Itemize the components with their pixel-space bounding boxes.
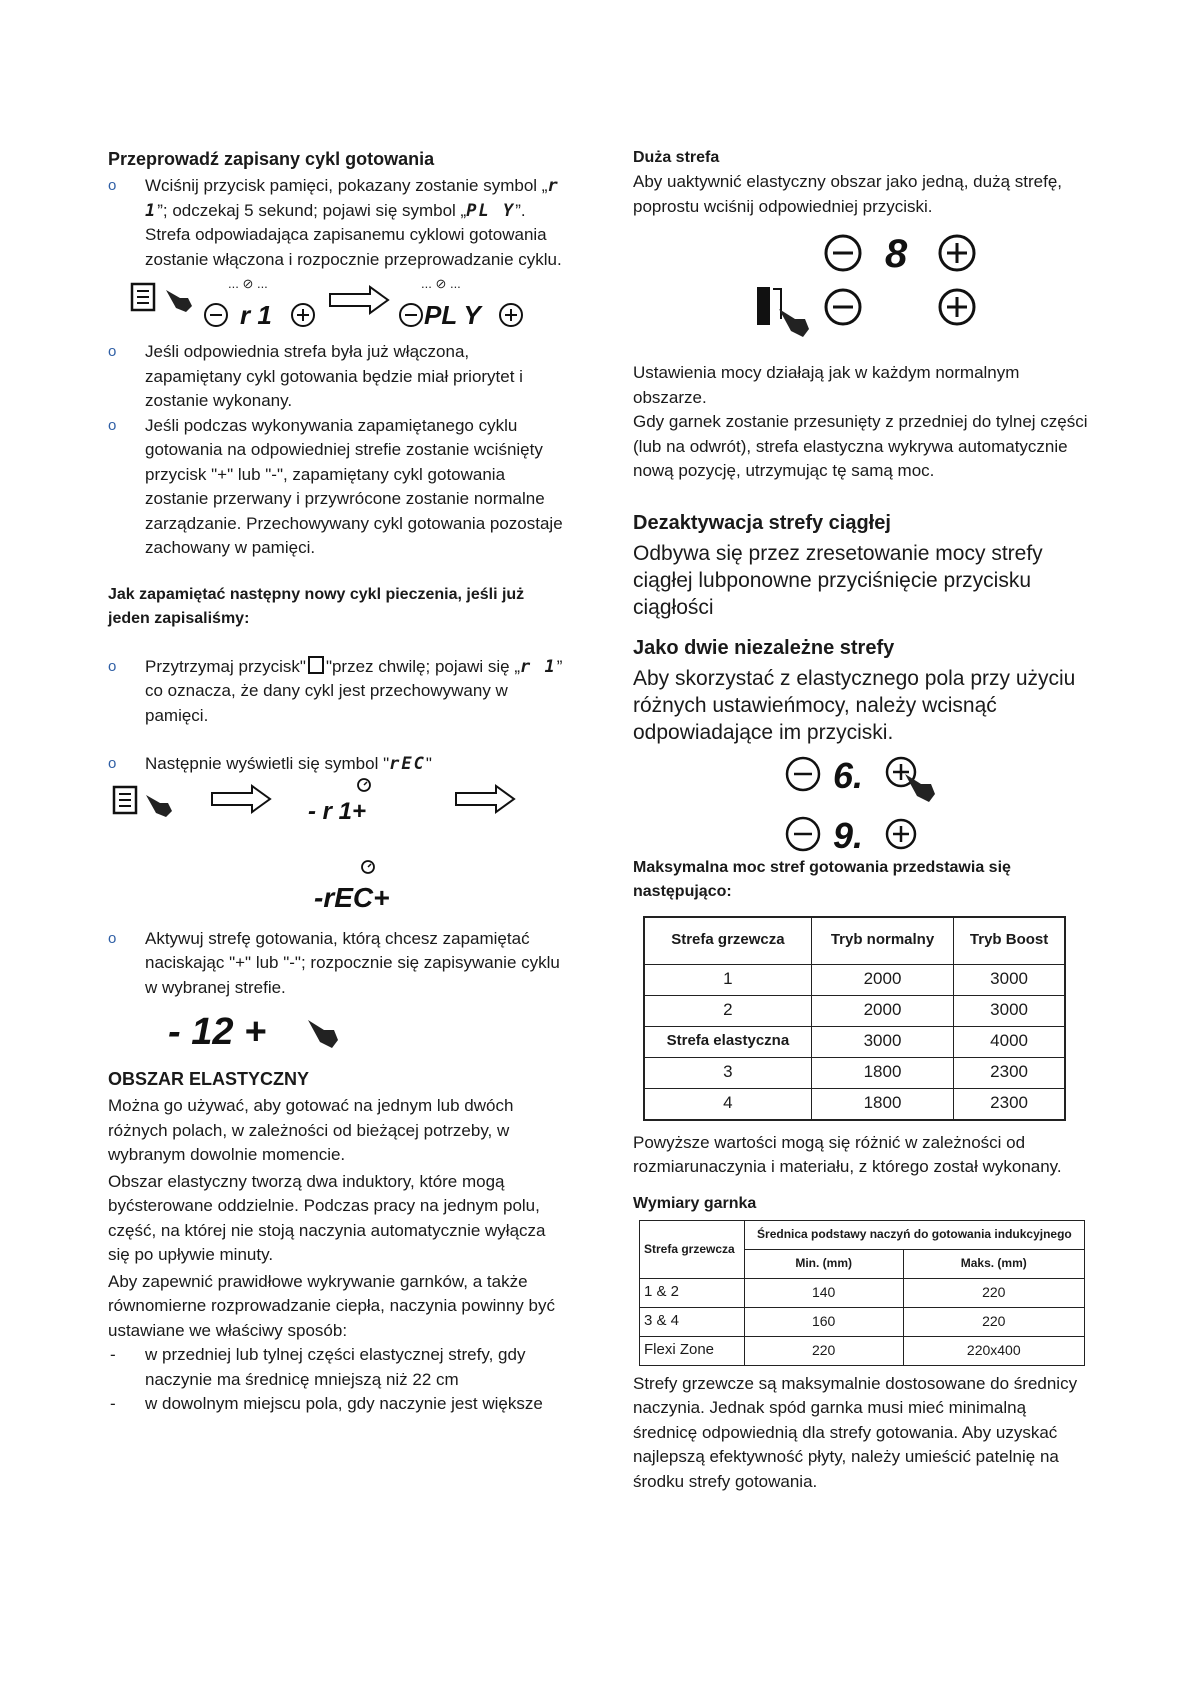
list-item: o Przytrzymaj przycisk" "przez chwilę; pojawi się „r 1” co oznacza, że dany cykl jest przechowywany w pamięci. [108, 655, 563, 729]
figure-large-zone-svg [633, 219, 1093, 361]
figure-run-cycle-svg [108, 272, 563, 340]
table-cell: 2300 [954, 1088, 1065, 1120]
section-title-deactivate: Dezaktywacja strefy ciągłej [633, 511, 891, 534]
table-cell: 3 & 4 [640, 1307, 745, 1336]
section-title-new-cycle: Jak zapamiętać następny nowy cykl pieczenia, jeśli już jeden zapisaliśmy: [108, 585, 525, 627]
display-value: 8 [885, 232, 908, 276]
table-header: Strefa grzewcza [644, 917, 811, 965]
table-cell: 2000 [811, 995, 953, 1026]
figure-run-cycle [108, 272, 563, 340]
paragraph: Aby uaktywnić elastyczny obszar jako jedną, dużą strefę, poprostu wciśnij odpowiedniej przyciski. [633, 172, 1062, 216]
section-title-two-zones: Jako dwie niezależne strefy [633, 636, 895, 659]
table-cell: 4 [644, 1088, 811, 1120]
flex-zone-button-icon [757, 287, 781, 325]
display-symbol: r 1 [145, 176, 560, 221]
table-cell: 220 [903, 1307, 1084, 1336]
table-header: Tryb Boost [954, 917, 1065, 965]
display-value: 9. [833, 814, 864, 856]
table-header: Min. (mm) [744, 1249, 903, 1278]
display-value: - r 1+ [308, 797, 367, 825]
table-cell: 3000 [954, 995, 1065, 1026]
figure-two-zones-svg [633, 746, 1093, 856]
table-header: Strefa grzewcza [640, 1220, 745, 1278]
list-item: o Następnie wyświetli się symbol "rEC" [108, 752, 563, 777]
table-row [640, 1307, 1085, 1336]
minus-button-icon [826, 290, 860, 324]
minus-button-icon [787, 758, 819, 790]
hand-pointer-icon [146, 795, 172, 817]
list-item: o Aktywuj strefę gotowania, którą chcesz zapamiętać naciskając "+" lub "-"; rozpocznie się zapisywanie cyklu w wybranej strefie. [108, 927, 563, 1001]
paragraph: Strefy grzewcze są maksymalnie dostosowane do średnicy naczynia. Jednak spód garnka musi mieć minimalną średnicę odpowiednią dla strefy gotowania. Aby uzyskać najlepszą efektywność płyty, należy umieścić patelnię na środku strefy gotowania. [633, 1373, 1078, 1491]
list-item: o Jeśli podczas wykonywania zapamiętanego cyklu gotowania na odpowiedniej strefie zostanie wciśnięty przycisk "+" lub "-", zapamiętany cykl gotowania zostanie przerwany i przywrócone zostanie normalne zarządzanie. Przechowywany cykl gotowania pozostaje zachowany w pamięci. [108, 414, 563, 561]
hand-pointer-icon [166, 290, 192, 312]
table-cell: 2 [644, 995, 811, 1026]
plus-button-icon [940, 290, 974, 324]
table-row [644, 1026, 1065, 1057]
table-row [644, 1057, 1065, 1088]
display-value: - 12 + [168, 1011, 267, 1053]
table-header-row [644, 917, 1065, 965]
plus-button-icon [940, 236, 974, 270]
section-title-large-zone: Duża strefa [633, 149, 720, 166]
paragraph: Można go używać, aby gotować na jednym lub dwóch różnych polach, w zależności od bieżącej potrzeby, w wybranym dowolnie momencie. [108, 1096, 514, 1164]
plus-button-icon [887, 820, 915, 848]
paragraph: Aby skorzystać z elastycznego pola przy użyciu różnych ustawieńmocy, należy wcisnąć odpowiadające im przyciski. [633, 666, 1076, 744]
paragraph: Odbywa się przez zresetowanie mocy strefy ciągłej lubponowne przyciśnięcie przycisku ciągłości [633, 541, 1043, 619]
memory-button-icon [132, 284, 154, 310]
table-header: Tryb normalny [811, 917, 953, 965]
table-row [644, 995, 1065, 1026]
figure-save-cycle-svg [108, 777, 563, 927]
table-cell: 2000 [811, 964, 953, 995]
display-value: r 1 [240, 300, 272, 330]
timer-indicator: ... ⊘ ... [421, 276, 461, 291]
plus-button-icon [500, 304, 522, 326]
paragraph: Ustawienia mocy działają jak w każdym normalnym obszarze. [633, 363, 1020, 407]
figure-select-zone [108, 1000, 563, 1062]
paragraph: Gdy garnek zostanie przesunięty z przedniej do tylnej części (lub na odwrót), strefa elastyczna wykrywa automatycznie nową pozycję, utrzymując tę samą moc. [633, 412, 1088, 480]
paragraph: Obszar elastyczny tworzą dwa induktory, które mogą byćsterowane oddzielnie. Podczas pracy na jednym polu, część, na której nie stoją naczynia automatycznie wyłącza się po upływie minuty. [108, 1171, 546, 1264]
table-cell: 220x400 [903, 1336, 1084, 1365]
memory-button-icon [114, 787, 136, 813]
hand-pointer-icon [905, 774, 935, 802]
memory-button-icon [308, 656, 324, 674]
power-table [643, 916, 1066, 1121]
hand-pointer-icon [308, 1020, 338, 1048]
arrow-right-icon [212, 786, 270, 812]
display-symbol: r 1 [520, 656, 557, 677]
table-cell: 1800 [811, 1057, 953, 1088]
table-cell: 220 [744, 1336, 903, 1365]
table-row [640, 1278, 1085, 1307]
minus-button-icon [205, 304, 227, 326]
display-value: PL Y [424, 300, 481, 330]
table-cell: 4000 [954, 1026, 1065, 1057]
minus-button-icon [826, 236, 860, 270]
table-cell: Strefa elastyczna [644, 1026, 811, 1057]
table-cell: 160 [744, 1307, 903, 1336]
figure-two-zones [633, 746, 1093, 856]
table-cell: 220 [903, 1278, 1084, 1307]
table-row [640, 1336, 1085, 1365]
table-cell: 2300 [954, 1057, 1065, 1088]
arrow-right-icon [456, 786, 514, 812]
table-cell: 1 [644, 964, 811, 995]
section-title-pot-size: Wymiary garnka [633, 1194, 757, 1212]
display-symbol: PL Y [466, 200, 516, 221]
table-cell: 1800 [811, 1088, 953, 1120]
table-header: Średnica podstawy naczyń do gotowania indukcyjnego [744, 1220, 1084, 1249]
table-row [644, 1088, 1065, 1120]
right-column [633, 146, 1093, 1494]
table-cell: 3 [644, 1057, 811, 1088]
figure-save-cycle [108, 777, 563, 927]
timer-icon [358, 779, 370, 791]
display-value: -rEC+ [314, 881, 390, 913]
table-header-row [640, 1220, 1085, 1249]
figure-large-zone [633, 219, 1093, 361]
list-item: o Wciśnij przycisk pamięci, pokazany zostanie symbol „r 1”; odczekaj 5 sekund; pojawi się symbol „PL Y”. Strefa odpowiadająca zapisanemu cyklowi gotowania zostanie włączona i rozpocznie przeprowadzanie cyklu. [108, 174, 563, 272]
hand-pointer-icon [779, 309, 809, 337]
timer-indicator: ... ⊘ ... [228, 276, 268, 291]
dimensions-table [639, 1220, 1085, 1366]
left-column [108, 146, 563, 1417]
figure-select-zone-svg [108, 1000, 563, 1062]
paragraph: Aby zapewnić prawidłowe wykrywanie garnków, a także równomierne rozprowadzanie ciepła, naczynia powinny być ustawiane we właściwy sposób: [108, 1271, 555, 1340]
display-value: 6. [833, 754, 864, 796]
section-title-run-cycle: Przeprowadź zapisany cykl gotowania [108, 149, 435, 169]
table-cell: 1 & 2 [640, 1278, 745, 1307]
list-item: o Jeśli odpowiednia strefa była już włączona, zapamiętany cykl gotowania będzie miał priorytet i zostanie wykonany. [108, 340, 563, 414]
list-item: - w przedniej lub tylnej części elastycznej strefy, gdy naczynie ma średnicę mniejszą niż 22 cm [108, 1343, 563, 1392]
timer-icon [362, 861, 374, 873]
section-title-flex-zone: OBSZAR ELASTYCZNY [108, 1069, 310, 1089]
table-cell: Flexi Zone [640, 1336, 745, 1365]
table-row [644, 964, 1065, 995]
minus-button-icon [400, 304, 422, 326]
plus-button-icon [292, 304, 314, 326]
minus-button-icon [787, 818, 819, 850]
list-item: - w dowolnym miejscu pola, gdy naczynie jest większe [108, 1392, 563, 1417]
table-header: Maks. (mm) [903, 1249, 1084, 1278]
table-cell: 3000 [954, 964, 1065, 995]
table-cell: 140 [744, 1278, 903, 1307]
display-symbol: rEC [389, 754, 426, 774]
table-cell: 3000 [811, 1026, 953, 1057]
paragraph: Powyższe wartości mogą się różnić w zależności od rozmiarunaczynia i materiału, z którego został wykonany. [633, 1132, 1062, 1176]
section-title-max-power: Maksymalna moc stref gotowania przedstawia się następująco: [633, 858, 1011, 900]
arrow-right-icon [330, 287, 388, 313]
